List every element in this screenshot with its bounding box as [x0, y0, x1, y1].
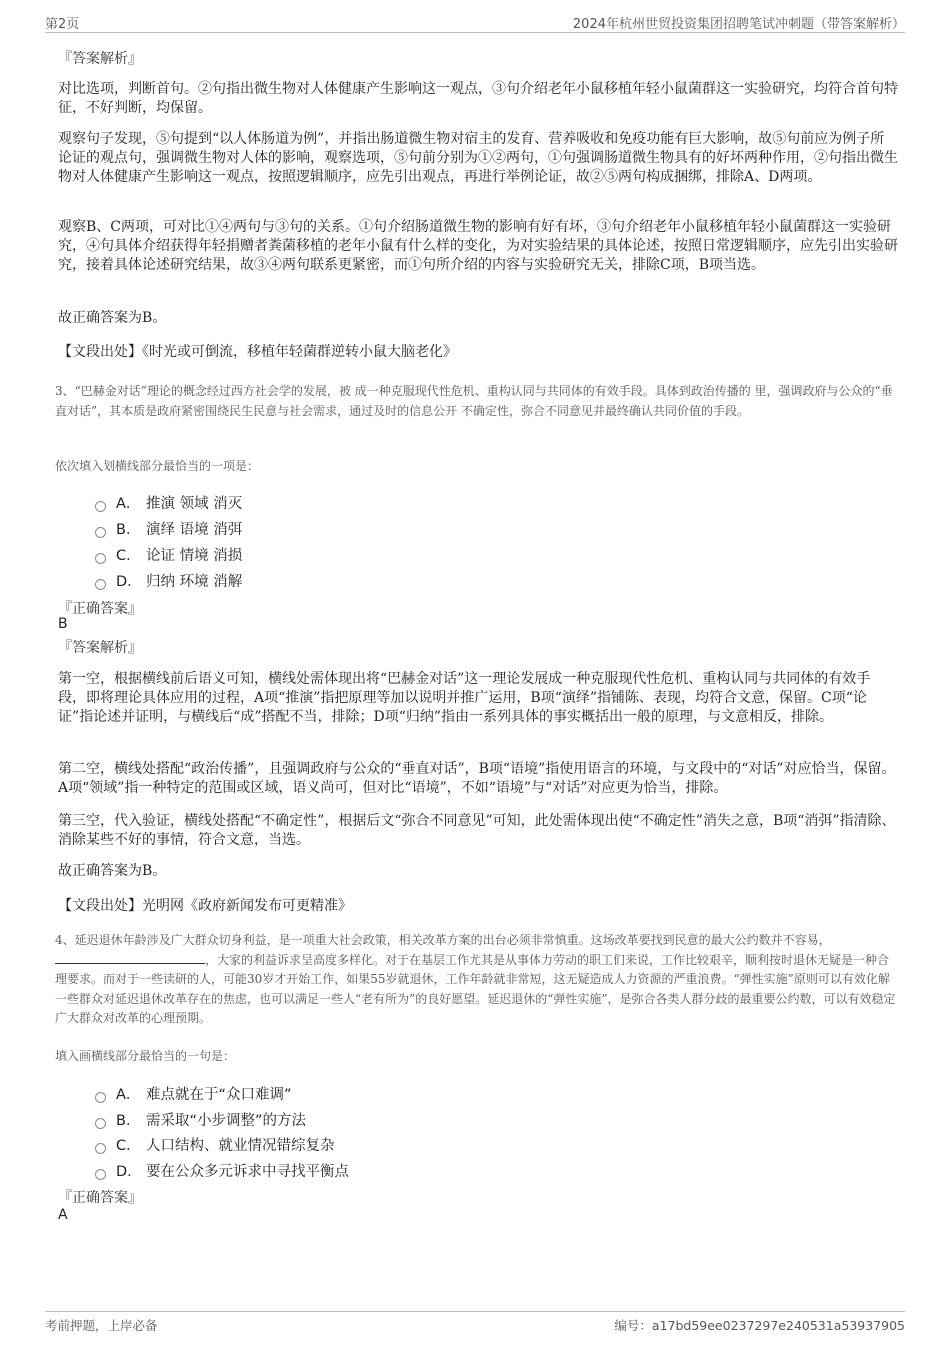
page-header [45, 10, 905, 33]
q3-option-d[interactable]: D． 归纳 环境 消解 [95, 570, 242, 591]
q4-option-a[interactable]: A． 难点就在于“众口难调” [95, 1083, 292, 1104]
q3-analysis-conclusion: 故正确答案为B。 [58, 863, 167, 879]
q4-prompt: 填入画横线部分最恰当的一句是： [55, 1049, 236, 1063]
q3-stem: 3、“巴赫金对话”理论的概念经过西方社会学的发展，被 成一种克服现代性危机、重构认同与共同体的有效手段。具体到政治传播的 里，强调政府与公众的“垂直对话”，其本质是政府紧密围绕民生民意与社会需求，通过及时的信息公开 不确定性，弥合不同意见并最终确认共同价值的手段。 [55, 384, 893, 418]
radio-icon[interactable] [95, 1118, 106, 1129]
radio-icon[interactable] [95, 553, 106, 564]
document-title: 2024年杭州世贸投资集团招聘笔试冲刺题（带答案解析） [572, 17, 905, 32]
q3-analysis-paragraph-3: 第三空，代入验证，横线处搭配“不确定性”，根据后文“弥合不同意见”可知，此处需体现出使“不确定性”消失之意，B项“消弭”指清除、消除某些不好的事情，符合文意，当选。 [58, 813, 896, 848]
q3-answer-tag: 『正确答案』 [58, 601, 142, 617]
page-footer [45, 1311, 905, 1334]
q3-analysis-paragraph-2: 第二空，横线处搭配“政治传播”，且强调政府与公众的“垂直对话”，B项“语境”指使用语言的环境，与文段中的“对话”对应恰当，保留。A项“领域”指一种特定的范围或区域，语义尚可，但对比“语境”，不如“语境”与“对话”对应更为恰当，排除。 [58, 761, 896, 796]
q3-prompt: 依次填入划横线部分最恰当的一项是： [55, 459, 260, 473]
q3-answer: B [58, 616, 68, 632]
q4-stem: 4、延迟退休年龄涉及广大群众切身利益，是一项重大社会政策，相关改革方案的出台必须非常慎重。这场改革要找到民意的最大公约数并不容易，，大家的利益诉求呈高度多样化。对于在基层工作尤其是从事体力劳动的职工们来说，工作比较艰辛，顺利按时退休无疑是一种合理要求。而对于一些读研的人，可能30岁才开始工作，如果55岁就退休，工作年龄就非常短，这无疑造成人力资源的严重浪费。“弹性实施”原则可以有效化解一些群众对延迟退休改革存在的焦虑，也可以满足一些人“老有所为”的良好愿望。延迟退休的“弹性实施”，是弥合各类人群分歧的最重要公约数，可以有效稳定广大群众对改革的心理预期。 [55, 933, 896, 1025]
q3-analysis-tag: 『答案解析』 [58, 640, 142, 656]
answer-blank [55, 951, 205, 964]
q3-option-a[interactable]: A． 推演 领域 消灭 [95, 492, 242, 513]
q2-analysis-paragraph-3: 观察B、C两项，可对比①④两句与③句的关系。①句介绍肠道微生物的影响有好有坏，③句介绍老年小鼠移植年轻小鼠菌群这一实验研究，④句具体介绍获得年轻捐赠者粪菌移植的老年小鼠有什么样的变化，为对实验结果的具体论述，按照日常逻辑顺序，应先引出实验研究，接着具体论述研究结果，故③④两句联系更紧密，而①句所介绍的内容与实验研究无关，排除C项，B项当选。 [58, 219, 898, 273]
q4-option-b[interactable]: B． 需采取“小步调整”的方法 [95, 1109, 306, 1130]
q3-option-c[interactable]: C． 论证 情境 消损 [95, 544, 242, 565]
radio-icon[interactable] [95, 579, 106, 590]
q2-source: 【文段出处】《时光或可倒流，移植年轻菌群逆转小鼠大脑老化》 [58, 344, 457, 360]
q2-analysis-paragraph-1: 对比选项，判断首句。②句指出微生物对人体健康产生影响这一观点，③句介绍老年小鼠移植年轻小鼠菌群这一实验研究，均符合首句特征，不好判断，均保留。 [58, 81, 898, 116]
page-number: 第2页 [45, 17, 80, 32]
footer-note: 考前押题，上岸必备 [45, 1318, 158, 1333]
q2-analysis-conclusion: 故正确答案为B。 [58, 310, 167, 326]
radio-icon[interactable] [95, 501, 106, 512]
q4-answer: A [58, 1207, 68, 1223]
q4-option-d[interactable]: D． 要在公众多元诉求中寻找平衡点 [95, 1160, 349, 1181]
radio-icon[interactable] [95, 1092, 106, 1103]
radio-icon[interactable] [95, 527, 106, 538]
q2-analysis-paragraph-2: 观察句子发现，⑤句提到“以人体肠道为例”，并指出肠道微生物对宿主的发育、营养吸收和免疫功能有巨大影响，故⑤句前应为例子所论证的观点句，强调微生物对人体的影响，观察选项，⑤句前分别为①②两句，①句强调肠道微生物具有的好坏两种作用，②句指出微生物对人体健康产生影响这一观点，按照逻辑顺序，应先引出观点，再进行举例论证，故②⑤两句构成捆绑，排除A、D两项。 [58, 131, 898, 185]
q3-source: 【文段出处】光明网《政府新闻发布可更精准》 [58, 898, 352, 914]
q4-answer-tag: 『正确答案』 [58, 1190, 142, 1206]
q2-analysis-tag: 『答案解析』 [58, 51, 142, 67]
q4-option-c[interactable]: C． 人口结构、就业情况错综复杂 [95, 1134, 335, 1155]
q3-analysis-paragraph-1: 第一空，根据横线前后语义可知，横线处需体现出将“巴赫金对话”这一理论发展成一种克服现代性危机、重构认同与共同体的有效手段，即将理论具体应用的过程，A项“推演”指把原理等加以说明并推广运用，B项“演绎”指铺陈、表现，均符合文意，保留。C项“论证”指论述并证明，与横线后“成”搭配不当，排除；D项“归纳”指由一系列具体的事实概括出一般的原理，与文意相反，排除。 [58, 671, 871, 725]
q3-option-b[interactable]: B． 演绎 语境 消弭 [95, 518, 242, 539]
radio-icon[interactable] [95, 1143, 106, 1154]
radio-icon[interactable] [95, 1169, 106, 1180]
document-serial: 编号：a17bd59ee0237297e240531a53937905 [614, 1318, 905, 1333]
